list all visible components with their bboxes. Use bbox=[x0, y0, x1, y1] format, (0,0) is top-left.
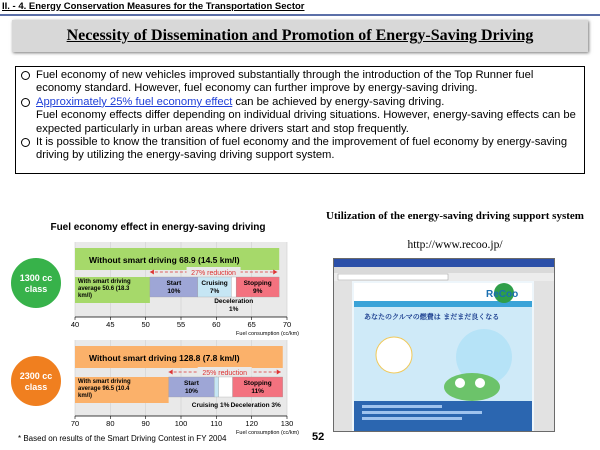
tick-label: 40 bbox=[70, 320, 80, 329]
with-bar-label: With smart driving bbox=[78, 379, 131, 385]
bullet-2-detail: Fuel economy effects differ depending on individual driving situations. However, energy-saving effects can be expected particularly in urban areas where drivers start and stop frequently. bbox=[36, 109, 576, 135]
tick-label: 130 bbox=[280, 419, 294, 428]
recoo-logo-text: ReCoo bbox=[486, 289, 519, 300]
segment-label: 9% bbox=[252, 288, 263, 295]
tick-label: 65 bbox=[247, 320, 256, 329]
class-badge-label: 2300 cc bbox=[19, 371, 53, 381]
with-bar-label: km/l) bbox=[78, 393, 93, 399]
fuel-economy-link[interactable]: Approximately 25% fuel economy effect bbox=[36, 95, 233, 108]
segment-label: 1% bbox=[229, 306, 239, 313]
support-system-url[interactable]: http://www.recoo.jp/ bbox=[407, 239, 503, 251]
tick-label: 100 bbox=[174, 419, 188, 428]
with-bar-label: average 50.6 (18.3 bbox=[78, 286, 130, 292]
without-bar-label: Without smart driving 128.8 (7.8 km/l) bbox=[89, 353, 240, 363]
without-bar-label: Without smart driving 68.9 (14.5 km/l) bbox=[89, 255, 240, 265]
recoo-website-screenshot bbox=[333, 258, 555, 432]
website-thumbnail bbox=[334, 259, 554, 431]
tick-label: 55 bbox=[176, 320, 186, 329]
footnote: * Based on results of the Smart Driving Contest in FY 2004 bbox=[18, 434, 227, 443]
tick-label: 70 bbox=[70, 419, 80, 428]
segment-label: 7% bbox=[209, 288, 220, 295]
car-character-icon bbox=[444, 373, 500, 401]
bullet-2-text: can be achieved by energy-saving driving. bbox=[232, 95, 445, 108]
class-badge bbox=[10, 355, 62, 407]
tick-label: 50 bbox=[141, 320, 150, 329]
tick-label: 90 bbox=[141, 419, 150, 428]
chart-title: Fuel economy effect in energy-saving driving bbox=[50, 222, 266, 233]
tick-label: 120 bbox=[245, 419, 258, 428]
x-axis-label: Fuel consumption (cc/km) bbox=[236, 331, 299, 337]
segment-deceleration bbox=[231, 277, 236, 297]
page-number: 52 bbox=[312, 431, 325, 443]
segment-label: Start bbox=[166, 280, 182, 287]
segment-label: Deceleration 3% bbox=[230, 402, 281, 409]
segment-label: Deceleration bbox=[214, 298, 254, 305]
tick-label: 110 bbox=[210, 419, 223, 428]
segment-deceleration bbox=[219, 377, 233, 397]
class-badge-label: 1300 cc bbox=[19, 273, 53, 283]
reduction-label: 27% reduction bbox=[191, 270, 236, 277]
reduction-label: 25% reduction bbox=[202, 370, 248, 377]
with-bar-label: km/l) bbox=[78, 293, 93, 299]
segment-label: Cruising bbox=[201, 280, 228, 287]
segment-label: Start bbox=[184, 380, 199, 387]
class-badge bbox=[10, 257, 62, 309]
bullet-3-text: It is possible to know the transition of fuel economy and the improvement of fuel economy by energy-saving driving by utilizing the energy-saving driving support system. bbox=[36, 136, 568, 162]
x-axis-label: Fuel consumption (cc/km) bbox=[236, 430, 299, 436]
page-title: Necessity of Dissemination and Promotion of Energy-Saving Driving bbox=[66, 27, 534, 44]
website-heading: あなたのクルマの燃費は まだまだ良くなる bbox=[364, 313, 500, 321]
class-badge-label: class bbox=[24, 284, 48, 294]
class-badge-label: class bbox=[24, 382, 48, 392]
segment-label: Stopping bbox=[243, 280, 272, 287]
with-bar-label: With smart driving bbox=[78, 279, 131, 285]
segment-label: Cruising 1% bbox=[191, 402, 230, 409]
tick-label: 80 bbox=[106, 419, 115, 428]
segment-cruising bbox=[214, 377, 219, 397]
segment-label: 11% bbox=[251, 388, 264, 395]
tick-label: 70 bbox=[282, 320, 292, 329]
support-system-title: Utilization of the energy-saving driving support system bbox=[326, 210, 584, 222]
tick-label: 45 bbox=[106, 320, 115, 329]
segment-label: 10% bbox=[184, 388, 198, 395]
segment-label: Stopping bbox=[243, 380, 272, 387]
tick-label: 60 bbox=[212, 320, 221, 329]
section-label: II. - 4. Energy Conservation Measures for the Transportation Sector bbox=[2, 1, 305, 12]
with-bar-label: average 96.5 (10.4 bbox=[78, 386, 130, 392]
bullet-1-text: Fuel economy of new vehicles improved substantially through the introduction of the Top Runner fuel economy standard. However, fuel economy can further improve by energy-saving driving. bbox=[36, 69, 534, 95]
segment-label: 10% bbox=[167, 288, 181, 295]
